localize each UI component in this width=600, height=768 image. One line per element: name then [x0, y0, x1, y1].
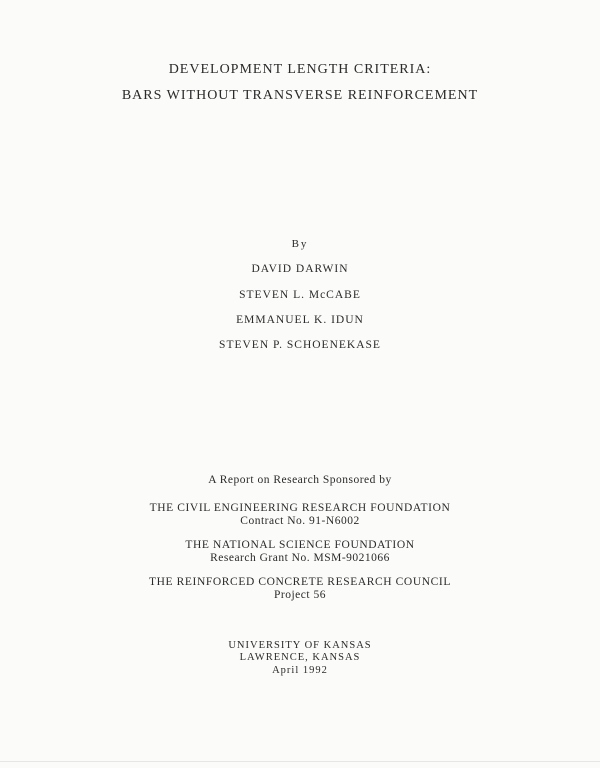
publication-date: April 1992 — [272, 665, 328, 676]
sponsor-1-detail: Contract No. 91-N6002 — [240, 515, 360, 527]
publisher-location: LAWRENCE, KANSAS — [239, 652, 361, 663]
author-4: STEVEN P. SCHOENEKASE — [219, 339, 381, 351]
sponsor-2-name: THE NATIONAL SCIENCE FOUNDATION — [185, 539, 415, 551]
page-edge-divider — [0, 761, 600, 762]
author-1: DAVID DARWIN — [251, 263, 349, 275]
sponsorship-intro: A Report on Research Sponsored by — [208, 474, 392, 486]
publisher-university: UNIVERSITY OF KANSAS — [228, 640, 372, 651]
sponsor-2-detail: Research Grant No. MSM-9021066 — [210, 552, 390, 564]
sponsor-1-name: THE CIVIL ENGINEERING RESEARCH FOUNDATION — [149, 502, 451, 514]
sponsor-3-detail: Project 56 — [274, 589, 326, 601]
byline-label: By — [291, 238, 309, 250]
title-line-2: BARS WITHOUT TRANSVERSE REINFORCEMENT — [121, 88, 479, 103]
author-3: EMMANUEL K. IDUN — [236, 314, 364, 326]
title-line-1: DEVELOPMENT LENGTH CRITERIA: — [168, 62, 432, 77]
author-2: STEVEN L. McCABE — [239, 289, 361, 301]
sponsor-3-name: THE REINFORCED CONCRETE RESEARCH COUNCIL — [149, 576, 451, 588]
